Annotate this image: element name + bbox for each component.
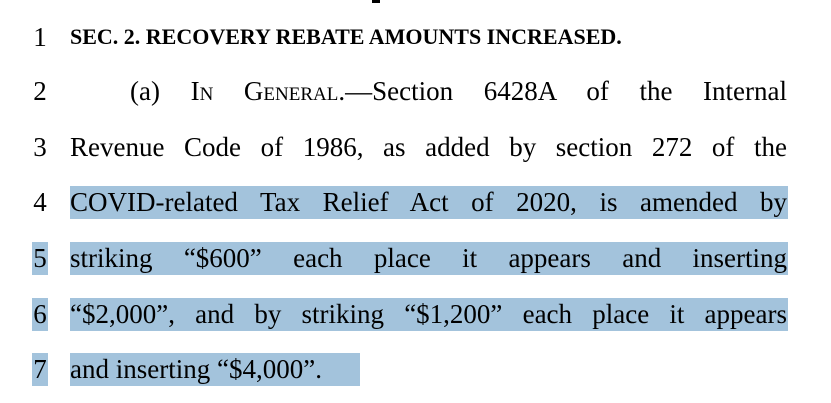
line-number: 4 [33, 187, 47, 217]
selected-text[interactable]: striking “$600” each place it appears and inserting [70, 243, 787, 273]
selected-text[interactable]: and inserting “$4,000”. [70, 354, 322, 384]
paragraph-text [70, 71, 787, 111]
line-7 [0, 349, 831, 389]
selected-text[interactable]: COVID-related Tax Relief Act of 2020, is amended by [70, 187, 787, 217]
line-number: 1 [33, 22, 47, 52]
line-6 [0, 294, 831, 334]
subsection-label: (a) [130, 76, 191, 106]
line-number: 7 [33, 354, 47, 384]
selected-text[interactable]: “$2,000”, and by striking “$1,200” each place it appears [70, 299, 787, 329]
paragraph-text: Revenue Code of 1986, as added by section 272 of the [70, 132, 787, 162]
subsection-heading: In General [190, 76, 339, 106]
line-4 [0, 182, 831, 222]
line-2 [0, 71, 831, 111]
line-number: 2 [33, 76, 47, 106]
page-break-mark [372, 0, 380, 3]
subsection-text: .—Section 6428A of the Internal [338, 76, 787, 106]
line-5 [0, 238, 831, 278]
line-1 [0, 17, 831, 57]
line-3 [0, 127, 831, 167]
line-number: 3 [33, 132, 47, 162]
section-heading: SEC. 2. RECOVERY REBATE AMOUNTS INCREASED. [70, 24, 622, 49]
line-number: 5 [33, 243, 47, 273]
line-number: 6 [33, 299, 47, 329]
